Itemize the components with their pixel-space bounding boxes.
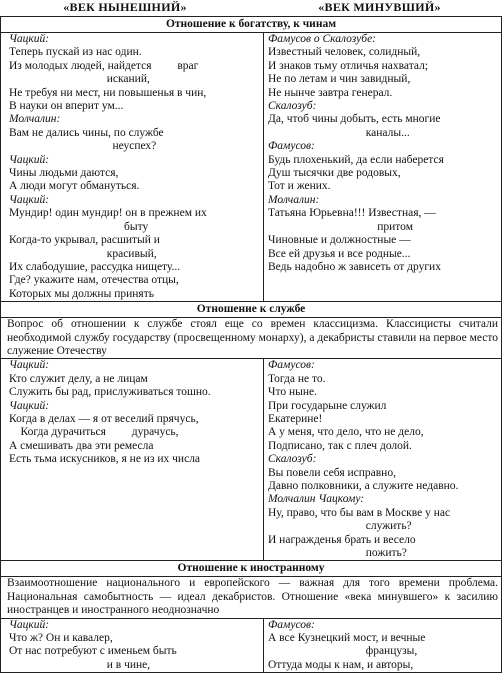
quote-line: Что ныне. [268, 386, 317, 399]
quote-line: Чины людьми даются, [9, 167, 119, 180]
quote-line: Все ей друзья и все родные... [268, 247, 411, 260]
quotes-past [264, 619, 501, 673]
quote-line: Чиновные и должностные — [268, 234, 411, 247]
speaker-name: Чацкий: [9, 618, 50, 631]
speaker-name: Скалозуб: [268, 453, 317, 466]
speaker-name: Скалозуб: [268, 100, 317, 113]
quote-line: неуспех? [9, 140, 157, 153]
section-body-wealth [1, 32, 501, 301]
comparison-table [0, 16, 502, 673]
speaker-name: Молчалин Чацкому: [268, 493, 365, 506]
quote-line: каналы... [268, 126, 410, 139]
quote-line: Известный человек, солидный, [268, 46, 421, 59]
section-intro-foreign [1, 576, 501, 617]
quotes-past [264, 33, 501, 301]
quote-line: Да, чтоб чины добыть, есть многие [268, 113, 441, 126]
quote-line: И награжденья брать и весело [268, 533, 416, 546]
speaker-name: Чацкий: [9, 193, 50, 206]
quotes-present [1, 619, 264, 673]
quote-line: А люди могут обмануться. [9, 180, 140, 193]
quote-line: А смешивать два эти ремесла [9, 439, 154, 452]
quote-line: Служить бы рад, прислуживаться тошно. [9, 386, 211, 399]
speaker-name: Чацкий: [9, 399, 50, 412]
quote-line: А у меня, что дело, что не дело, [268, 426, 424, 439]
section-intro-text: Взаимоотношение национального и европейского — важная для того времени проблема. Национальная самобытность — идеал декабристов. Отношение «века минувшего» к засилию иностранцев и иностранного неоднозначно [7, 577, 498, 617]
quote-line: Из молодых людей, найдется враг [9, 59, 199, 72]
quote-line: и в чине, [9, 658, 151, 671]
quote-line: Подписано, так с плеч долой. [268, 439, 412, 452]
quote-line: Ведь надобно ж зависеть от других [268, 260, 441, 273]
quote-line: Есть тьма искусников, я не из их числа [9, 453, 201, 466]
quotes-present [1, 359, 264, 560]
quotes-present [1, 33, 264, 301]
quote-line: При государыне служил [268, 399, 387, 412]
quote-line: французы, [268, 645, 418, 658]
speaker-name: Чацкий: [9, 153, 50, 166]
section-header-service [1, 301, 501, 317]
quote-line: Оттуда моды к нам, и авторы, [268, 658, 414, 671]
section-body-foreign [1, 618, 501, 673]
section-body-service [1, 358, 501, 560]
quote-line: Где? укажите нам, отечества отцы, [9, 274, 179, 287]
speaker-name: Чацкий: [9, 33, 50, 45]
quote-line: Давно полковники, а служите недавно. [268, 480, 459, 492]
quote-line: притом [268, 220, 413, 233]
section-header-foreign [1, 560, 501, 576]
caption-century-present: «ВЕК НЫНЕШНИЙ» [63, 0, 187, 14]
quote-line: Которых мы должны принять [9, 287, 154, 300]
section-title: Отношение к богатству, к чинам [165, 18, 337, 30]
speaker-name: Молчалин: [9, 113, 61, 126]
caption-century-past: «ВЕК МИНУВШИЙ» [318, 0, 441, 14]
quote-line: Вам не дались чины, по службе [9, 126, 164, 139]
quote-line: Не нынче завтра генерал. [268, 86, 393, 99]
quote-line: Когда-то укрывал, расшитый и [9, 234, 160, 247]
quote-line: Татьяна Юрьевна!!! Известная, — [268, 207, 436, 220]
speaker-name: Фамусов: [268, 359, 315, 372]
quote-line: Не по летам и чин завидный, [268, 73, 411, 86]
quote-line: быту [9, 220, 149, 233]
quote-line: Тот и жених. [268, 180, 331, 193]
quote-line: Мундир! один мундир! он в прежнем их [9, 207, 207, 220]
speaker-name: Молчалин: [268, 193, 320, 206]
quote-line: Кто служит делу, а не лицам [9, 372, 148, 385]
quote-line: Будь плохенький, да если наберется [268, 153, 444, 166]
quote-line: Ну, право, что бы вам в Москве у нас [268, 506, 451, 519]
quote-line: Екатерине! [268, 412, 323, 425]
quote-line: пожить? [268, 547, 407, 560]
quote-line: И знаков тьму отличья нахватал; [268, 59, 429, 72]
quote-line: Душ тысячки две родовых, [268, 167, 401, 180]
section-intro-service [1, 317, 501, 358]
quote-line: красивый, [9, 247, 157, 260]
quote-line: Тогда не то. [268, 372, 326, 385]
quotes-past [264, 359, 501, 560]
section-header-wealth [1, 17, 501, 32]
quote-line: Вы повели себя исправно, [268, 466, 396, 479]
quote-line: В науки он вперит ум... [9, 100, 124, 113]
quote-line: Их слабодушие, рассудка нищету... [9, 260, 181, 273]
section-title: Отношение к службе [196, 303, 306, 316]
speaker-name: Фамусов о Скалозубе: [268, 33, 376, 45]
quote-line: Когда в делах — я от веселий прячусь, [9, 412, 199, 425]
quote-line: А все Кузнецкий мост, и вечные [268, 632, 426, 645]
section-title: Отношение к иностранному [177, 562, 325, 575]
speaker-name: Фамусов: [268, 618, 315, 631]
speaker-name: Фамусов: [268, 140, 315, 153]
quote-line: служить? [268, 520, 412, 533]
quote-line: Не требуя ни мест, ни повышенья в чин, [9, 86, 207, 99]
quote-line: Когда дурачиться дурачусь, [9, 426, 179, 439]
speaker-name: Чацкий: [9, 359, 50, 372]
quote-line: исканий, [9, 73, 150, 86]
section-intro-text: Вопрос об отношении к службе стоял еще со времен классицизма. Классицисты считали необходимой службу государству (просвещенному монарху), а декабристы ставили на первое место служение Отечеству [7, 318, 498, 357]
quote-line: Теперь пускай из нас один. [9, 46, 142, 59]
quote-line: От нас потребуют с именьем быть [9, 645, 177, 658]
quote-line: Что ж? Он и кавалер, [9, 632, 113, 645]
